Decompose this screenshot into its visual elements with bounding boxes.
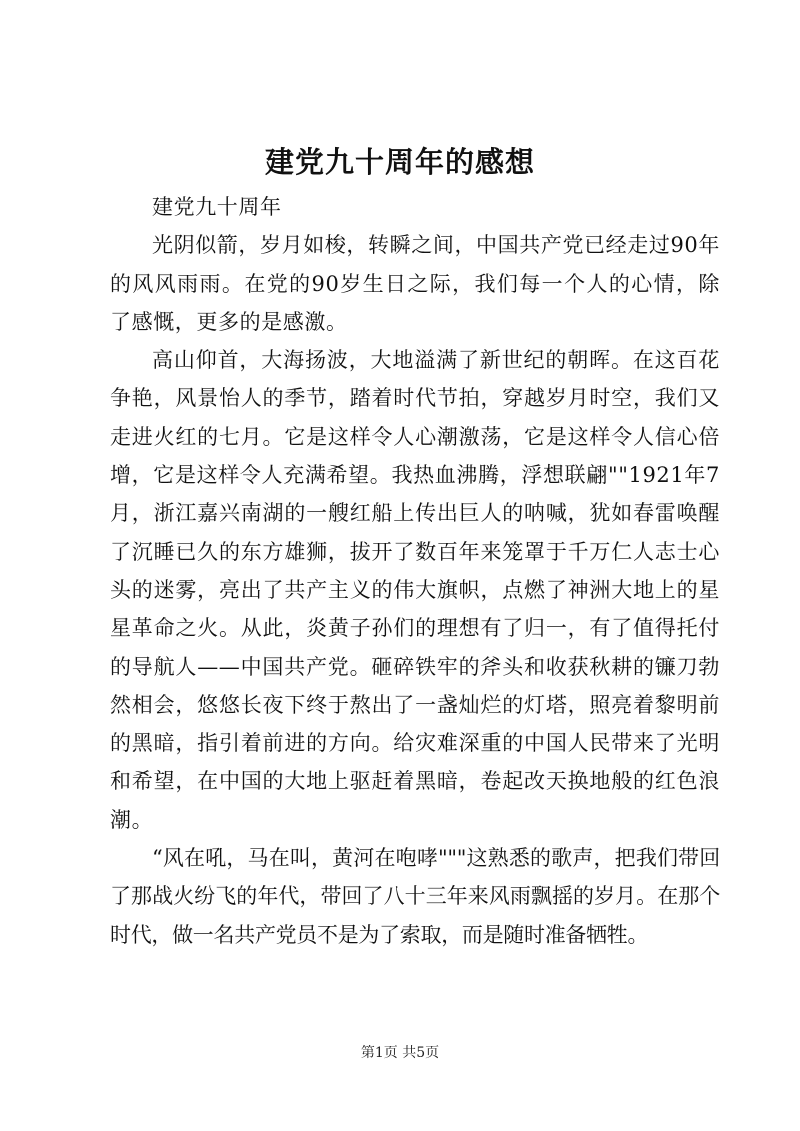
- page-number-footer: 第1页 共5页: [360, 1045, 440, 1061]
- document-body: [110, 188, 720, 954]
- paragraph: “风在吼，马在叫，黄河在咆哮"""这熟悉的歌声，把我们带回了那战火纷飞的年代，带回了八十三年来风雨飘摇的岁月。在那个时代，做一名共产党员不是为了索取，而是随时准备牺牲。: [110, 846, 720, 947]
- paragraph: 光阴似箭，岁月如梭，转瞬之间，中国共产党已经走过90年的风风雨雨。在党的90岁生日之际，我们每一个人的心情，除了感慨，更多的是感激。: [110, 233, 720, 334]
- paragraph-heading: 建党九十周年: [152, 195, 282, 219]
- paragraph: 高山仰首，大海扬波，大地溢满了新世纪的朝晖。在这百花争艳，风景怡人的季节，踏着时代节拍，穿越岁月时空，我们又走进火红的七月。它是这样令人心潮激荡，它是这样令人信心倍增，它是这样令人充满希望。我热血沸腾，浮想联翩""1921年7月，浙江嘉兴南湖的一艘红船上传出巨人的呐喊，犹如春雷唤醒了沉睡已久的东方雄狮，拔开了数百年来笼罩于千万仁人志士心头的迷雾，亮出了共产主义的伟大旗帜，点燃了神洲大地上的星星革命之火。从此，炎黄子孙们的理想有了归一，有了值得托付的导航人——中国共产党。砸碎铁牢的斧头和收获秋耕的镰刀勃然相会，悠悠长夜下终于熬出了一盏灿烂的灯塔，照亮着黎明前的黑暗，指引着前进的方向。给灾难深重的中国人民带来了光明和希望，在中国的大地上驱赶着黑暗，卷起改天换地般的红色浪潮。: [110, 348, 720, 832]
- page-title: 建党九十周年的感想: [264, 145, 535, 179]
